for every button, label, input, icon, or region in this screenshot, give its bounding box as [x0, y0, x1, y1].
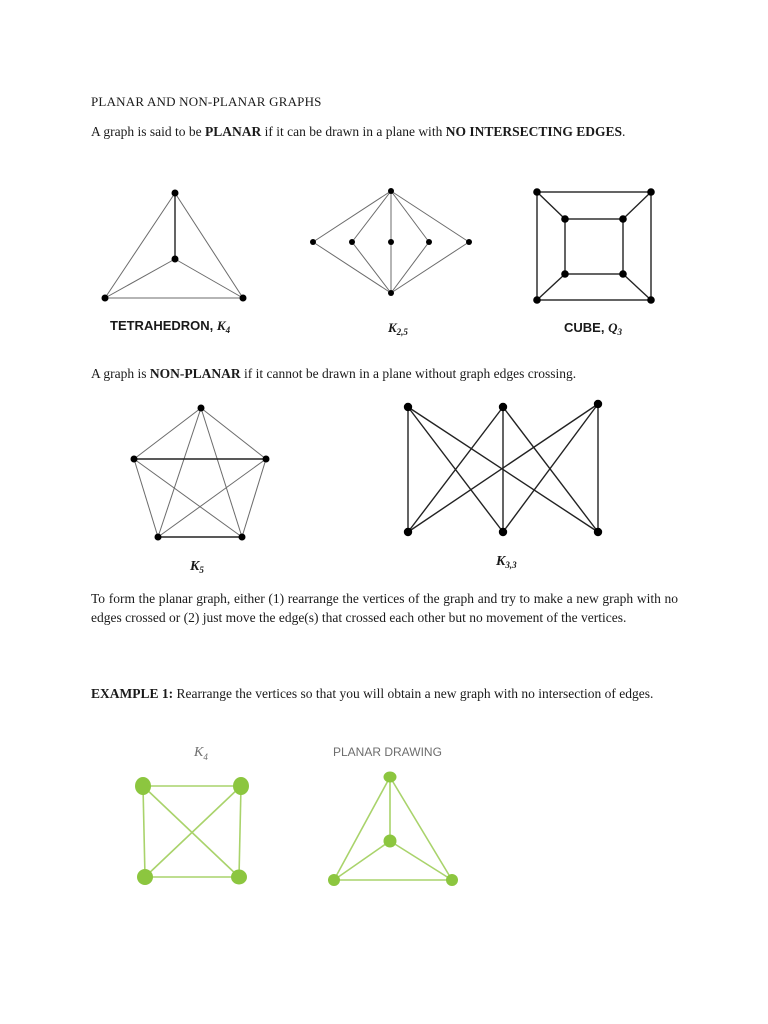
tetrahedron-caption	[110, 318, 230, 335]
edge	[313, 191, 391, 242]
edge	[105, 259, 175, 298]
symbol: K	[496, 554, 506, 569]
edge	[391, 242, 429, 293]
subscript: 4	[225, 325, 231, 335]
edge	[134, 459, 242, 537]
vertex	[349, 239, 355, 245]
vertex	[619, 215, 627, 223]
subscript: 3	[617, 327, 622, 337]
edge	[105, 193, 175, 298]
no-intersecting-edges: NO INTERSECTING EDGES	[445, 124, 623, 139]
cube-label: CUBE,	[564, 320, 609, 335]
tetrahedron-label: TETRAHEDRON,	[110, 318, 217, 333]
vertex	[137, 869, 153, 885]
page-title: PLANAR AND NON-PLANAR GRAPHS	[91, 94, 322, 109]
example1-text: Rearrange the vertices so that you will obtain a new graph with no intersection of edges.	[173, 686, 654, 701]
edge	[390, 841, 452, 880]
subscript: 4	[203, 751, 208, 762]
subscript: 5	[199, 565, 204, 575]
edge	[242, 459, 266, 537]
vertex	[131, 456, 138, 463]
k33-symbol	[496, 554, 517, 569]
edge	[537, 274, 565, 300]
edge	[175, 193, 243, 298]
edge	[391, 242, 469, 293]
edge	[334, 777, 390, 880]
vertex	[533, 188, 541, 196]
planar-drawing-caption: PLANAR DRAWING	[333, 745, 442, 759]
vertex	[388, 188, 394, 194]
green-k4-vertices	[135, 777, 249, 885]
vertex	[404, 528, 412, 536]
vertex	[388, 290, 394, 296]
k25-caption	[388, 320, 408, 337]
vertex	[499, 403, 507, 411]
edge	[134, 459, 158, 537]
form-planar-paragraph: To form the planar graph, either (1) rearrange the vertices of the graph and try to make a new graph with no edges crossed or (2) just move the edge(s) that crossed each other but no movement of the vertices.	[91, 591, 678, 625]
vertex	[594, 400, 602, 408]
edge	[143, 786, 239, 877]
edge	[201, 408, 266, 459]
edge	[201, 408, 242, 537]
planar-drawing-edges	[334, 777, 452, 880]
vertex	[404, 403, 412, 411]
planar-term: PLANAR	[205, 124, 262, 139]
green-k4-edges	[143, 786, 241, 877]
k33-caption	[496, 552, 517, 570]
vertex	[499, 528, 507, 536]
vertex	[647, 296, 655, 304]
vertex	[619, 270, 627, 278]
nonplanar-definition	[91, 364, 678, 383]
symbol: K	[216, 318, 226, 333]
vertex	[240, 295, 247, 302]
example1-label: EXAMPLE 1:	[91, 686, 174, 701]
cube-edges	[537, 192, 651, 300]
cube-caption	[564, 320, 622, 337]
vertex	[533, 296, 541, 304]
vertex	[231, 870, 247, 885]
vertex	[172, 190, 179, 197]
nonplanar-def-post: if it cannot be drawn in a plane without graph edges crossing.	[240, 366, 577, 381]
edge	[143, 786, 145, 877]
tetrahedron-vertices	[102, 190, 247, 302]
vertex	[594, 528, 602, 536]
edge	[334, 841, 390, 880]
edge	[134, 408, 201, 459]
vertex	[102, 295, 109, 302]
vertex	[384, 772, 397, 783]
planar-def-pre: A graph is said to be	[91, 124, 205, 139]
edge	[537, 192, 565, 219]
edge	[313, 242, 391, 293]
subscript: 3,3	[505, 560, 517, 570]
vertex	[239, 534, 246, 541]
vertex	[263, 456, 270, 463]
edge	[352, 191, 391, 242]
k33-edges	[408, 404, 598, 532]
vertex	[446, 874, 458, 886]
edge	[158, 459, 266, 537]
vertex	[172, 256, 179, 263]
cube-symbol	[608, 320, 622, 335]
edge	[352, 242, 391, 293]
subscript: 2,5	[396, 327, 408, 337]
planar-drawing-vertices	[328, 772, 458, 887]
planar-def-mid: if it can be drawn in a plane with	[261, 124, 446, 139]
tetrahedron-edges	[105, 193, 243, 298]
vertex	[561, 270, 569, 278]
vertex	[384, 835, 397, 848]
example1-paragraph	[91, 684, 678, 703]
nonplanar-term: NON-PLANAR	[149, 366, 241, 381]
edge	[175, 259, 243, 298]
edge	[239, 786, 241, 877]
vertex	[466, 239, 472, 245]
tetrahedron-symbol	[217, 318, 230, 333]
symbol: K	[190, 559, 200, 574]
edge	[623, 192, 651, 219]
vertex	[426, 239, 432, 245]
k5-symbol	[190, 559, 204, 574]
k5-caption	[190, 557, 204, 575]
vertex	[198, 405, 205, 412]
k4-green-caption	[194, 745, 208, 762]
vertex	[561, 215, 569, 223]
edge	[158, 408, 201, 537]
symbol: Q	[608, 320, 618, 335]
vertex	[233, 777, 249, 795]
vertex	[328, 874, 340, 886]
k25-symbol	[388, 320, 408, 335]
edge	[623, 274, 651, 300]
vertex	[155, 534, 162, 541]
vertex	[135, 777, 151, 795]
nonplanar-def-pre: A graph is	[91, 366, 150, 381]
edge	[391, 191, 429, 242]
k5-edges	[134, 408, 266, 537]
vertex	[310, 239, 316, 245]
vertex	[388, 239, 394, 245]
edge	[391, 191, 469, 242]
vertex	[647, 188, 655, 196]
k5-vertices	[131, 405, 270, 541]
edge	[145, 786, 241, 877]
symbol: K	[194, 745, 204, 760]
planar-def-post: .	[622, 124, 626, 139]
edge	[390, 777, 452, 880]
symbol: K	[388, 320, 397, 335]
inner-square	[565, 219, 623, 274]
